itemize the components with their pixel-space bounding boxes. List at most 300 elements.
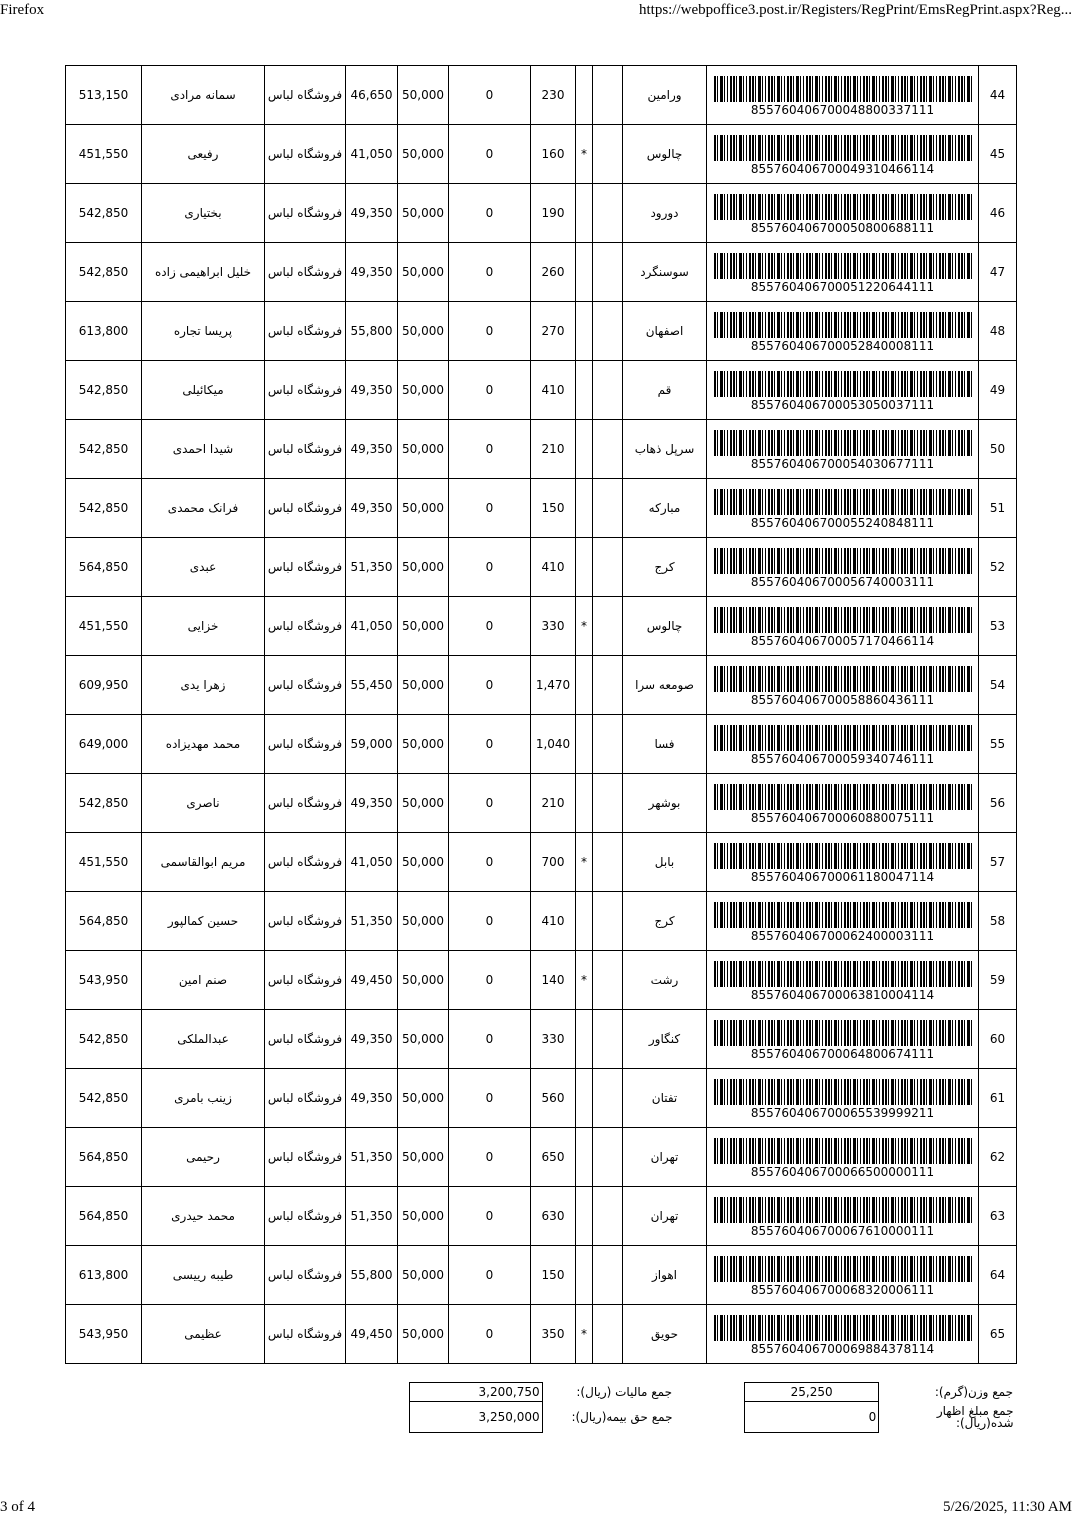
name-cell: رحیمی: [142, 1128, 265, 1187]
name-cell: حسین کمالپور: [142, 892, 265, 951]
empty-cell: [593, 597, 623, 656]
total-cell: 564,850: [66, 892, 142, 951]
empty-cell: [593, 479, 623, 538]
index-cell: 51: [979, 479, 1017, 538]
city-cell: چالوس: [623, 597, 707, 656]
barcode-cell: [707, 597, 979, 656]
shop-cell: فروشگاه لباس: [265, 125, 346, 184]
barcode-number: 855760406700048800337111: [750, 103, 935, 117]
name-cell: محمد مهدیزاده: [142, 715, 265, 774]
empty-cell: [593, 302, 623, 361]
barcode-cell: [707, 656, 979, 715]
star-cell: *: [576, 1305, 593, 1364]
weight-cell: 330: [531, 1010, 576, 1069]
shop-cell: فروشگاه لباس: [265, 1128, 346, 1187]
total-cell: 613,800: [66, 302, 142, 361]
table-row: [66, 66, 1017, 125]
total-insurance-value: 3,250,000: [410, 1402, 543, 1433]
city-cell: مبارکه: [623, 479, 707, 538]
barcode-number: 855760406700051220644111: [750, 280, 935, 294]
index-cell: 54: [979, 656, 1017, 715]
empty-cell: [593, 892, 623, 951]
index-cell: 52: [979, 538, 1017, 597]
barcode-cell: [707, 715, 979, 774]
tax-cell: 46,650: [346, 66, 398, 125]
total-cell: 542,850: [66, 184, 142, 243]
declared-cell: 0: [449, 656, 531, 715]
table-row: [66, 715, 1017, 774]
table-row: [66, 1305, 1017, 1364]
barcode-icon: [714, 1138, 972, 1164]
shop-cell: فروشگاه لباس: [265, 1246, 346, 1305]
index-cell: 46: [979, 184, 1017, 243]
barcode-number: 855760406700063810004114: [750, 988, 935, 1002]
table-row: [66, 243, 1017, 302]
insurance-cell: 50,000: [398, 597, 449, 656]
table-row: [66, 656, 1017, 715]
barcode-cell: [707, 420, 979, 479]
barcode-cell: [707, 951, 979, 1010]
city-cell: بابل: [623, 833, 707, 892]
star-cell: [576, 302, 593, 361]
tax-cell: 49,350: [346, 1069, 398, 1128]
name-cell: سمانه مرادی: [142, 66, 265, 125]
star-cell: [576, 1246, 593, 1305]
total-tax-value: 3,200,750: [410, 1383, 543, 1402]
barcode-cell: [707, 243, 979, 302]
star-cell: [576, 656, 593, 715]
total-cell: 564,850: [66, 1187, 142, 1246]
tax-cell: 49,350: [346, 243, 398, 302]
table-row: [66, 833, 1017, 892]
barcode-number: 855760406700068320006111: [750, 1283, 935, 1297]
tax-cell: 49,350: [346, 184, 398, 243]
insurance-cell: 50,000: [398, 833, 449, 892]
name-cell: صنم امین: [142, 951, 265, 1010]
shop-cell: فروشگاه لباس: [265, 1010, 346, 1069]
star-cell: [576, 892, 593, 951]
tax-cell: 49,450: [346, 951, 398, 1010]
name-cell: پریسا تجاره: [142, 302, 265, 361]
barcode-cell: [707, 125, 979, 184]
barcode-cell: [707, 1187, 979, 1246]
city-cell: اصفهان: [623, 302, 707, 361]
tax-cell: 49,350: [346, 479, 398, 538]
total-cell: 543,950: [66, 1305, 142, 1364]
insurance-cell: 50,000: [398, 184, 449, 243]
weight-cell: 410: [531, 892, 576, 951]
name-cell: رفیعی: [142, 125, 265, 184]
city-cell: صومعه سرا: [623, 656, 707, 715]
table-row: [66, 538, 1017, 597]
tax-cell: 49,350: [346, 774, 398, 833]
city-cell: سوسنگرد: [623, 243, 707, 302]
barcode-cell: [707, 1305, 979, 1364]
barcode-cell: [707, 892, 979, 951]
city-cell: اهواز: [623, 1246, 707, 1305]
tax-cell: 55,800: [346, 1246, 398, 1305]
star-cell: [576, 243, 593, 302]
weight-cell: 150: [531, 1246, 576, 1305]
shop-cell: فروشگاه لباس: [265, 66, 346, 125]
shop-cell: فروشگاه لباس: [265, 420, 346, 479]
total-cell: 513,150: [66, 66, 142, 125]
insurance-cell: 50,000: [398, 302, 449, 361]
shop-cell: فروشگاه لباس: [265, 361, 346, 420]
barcode-icon: [714, 430, 972, 456]
index-cell: 55: [979, 715, 1017, 774]
shop-cell: فروشگاه لباس: [265, 656, 346, 715]
declared-cell: 0: [449, 66, 531, 125]
star-cell: [576, 538, 593, 597]
total-cell: 564,850: [66, 1128, 142, 1187]
tax-cell: 59,000: [346, 715, 398, 774]
barcode-icon: [714, 1315, 972, 1341]
empty-cell: [593, 125, 623, 184]
shop-cell: فروشگاه لباس: [265, 597, 346, 656]
insurance-cell: 50,000: [398, 951, 449, 1010]
barcode-number: 855760406700062400003111: [750, 929, 935, 943]
insurance-cell: 50,000: [398, 1010, 449, 1069]
barcode-number: 855760406700061180047114: [750, 870, 935, 884]
empty-cell: [593, 951, 623, 1010]
empty-cell: [593, 1187, 623, 1246]
index-cell: 63: [979, 1187, 1017, 1246]
index-cell: 56: [979, 774, 1017, 833]
weight-cell: 1,470: [531, 656, 576, 715]
declared-cell: 0: [449, 538, 531, 597]
barcode-number: 855760406700056740003111: [750, 575, 935, 589]
total-cell: 542,850: [66, 1010, 142, 1069]
barcode-cell: [707, 1010, 979, 1069]
weight-cell: 1,040: [531, 715, 576, 774]
total-cell: 542,850: [66, 1069, 142, 1128]
barcode-cell: [707, 774, 979, 833]
index-cell: 59: [979, 951, 1017, 1010]
declared-cell: 0: [449, 1305, 531, 1364]
print-datetime: 5/26/2025, 11:30 AM: [942, 1499, 1072, 1515]
city-cell: چالوس: [623, 125, 707, 184]
total-cell: 542,850: [66, 774, 142, 833]
weight-cell: 160: [531, 125, 576, 184]
barcode-icon: [714, 548, 972, 574]
total-cell: 542,850: [66, 243, 142, 302]
star-cell: [576, 66, 593, 125]
city-cell: ورامین: [623, 66, 707, 125]
city-cell: کرج: [623, 892, 707, 951]
tax-cell: 51,350: [346, 538, 398, 597]
table-row: [66, 361, 1017, 420]
barcode-cell: [707, 361, 979, 420]
name-cell: میکائیلی: [142, 361, 265, 420]
name-cell: عبدی: [142, 538, 265, 597]
index-cell: 61: [979, 1069, 1017, 1128]
barcode-number: 855760406700053050037111: [750, 398, 935, 412]
tax-cell: 49,350: [346, 1010, 398, 1069]
city-cell: کنگاور: [623, 1010, 707, 1069]
browser-name: Firefox: [0, 2, 45, 18]
index-cell: 45: [979, 125, 1017, 184]
table-row: [66, 420, 1017, 479]
empty-cell: [593, 774, 623, 833]
barcode-number: 855760406700065539999211: [750, 1106, 935, 1120]
star-cell: *: [576, 125, 593, 184]
total-cell: 542,850: [66, 420, 142, 479]
shop-cell: فروشگاه لباس: [265, 892, 346, 951]
city-cell: قم: [623, 361, 707, 420]
table-row: [66, 892, 1017, 951]
empty-cell: [593, 833, 623, 892]
name-cell: خزایی: [142, 597, 265, 656]
total-cell: 542,850: [66, 479, 142, 538]
table-body: [66, 66, 1017, 1364]
insurance-cell: 50,000: [398, 420, 449, 479]
barcode-number: 855760406700059340746111: [750, 752, 935, 766]
city-cell: حویق: [623, 1305, 707, 1364]
barcode-icon: [714, 253, 972, 279]
weight-cell: 190: [531, 184, 576, 243]
empty-cell: [593, 184, 623, 243]
insurance-cell: 50,000: [398, 1187, 449, 1246]
star-cell: [576, 1128, 593, 1187]
declared-cell: 0: [449, 243, 531, 302]
barcode-icon: [714, 902, 972, 928]
barcode-cell: [707, 66, 979, 125]
barcode-icon: [714, 1256, 972, 1282]
tax-cell: 41,050: [346, 597, 398, 656]
index-cell: 49: [979, 361, 1017, 420]
tax-cell: 51,350: [346, 1187, 398, 1246]
barcode-icon: [714, 961, 972, 987]
empty-cell: [593, 66, 623, 125]
name-cell: محمد حیدری: [142, 1187, 265, 1246]
shop-cell: فروشگاه لباس: [265, 715, 346, 774]
index-cell: 64: [979, 1246, 1017, 1305]
barcode-icon: [714, 489, 972, 515]
shop-cell: فروشگاه لباس: [265, 479, 346, 538]
total-declared-label: جمع مبلغ اظهار شده(ریال):: [936, 1404, 1014, 1430]
table-row: [66, 951, 1017, 1010]
page-number: 3 of 4: [0, 1499, 35, 1515]
table-row: [66, 774, 1017, 833]
total-declared-value: 0: [745, 1402, 879, 1433]
weight-cell: 230: [531, 66, 576, 125]
declared-cell: 0: [449, 1128, 531, 1187]
weight-cell: 150: [531, 479, 576, 538]
barcode-icon: [714, 725, 972, 751]
table-row: [66, 1010, 1017, 1069]
tax-summary: [409, 1382, 675, 1433]
star-cell: [576, 1010, 593, 1069]
declared-cell: 0: [449, 951, 531, 1010]
print-footer: [0, 1499, 1080, 1523]
tax-cell: 55,450: [346, 656, 398, 715]
city-cell: دورود: [623, 184, 707, 243]
declared-cell: 0: [449, 1187, 531, 1246]
tax-cell: 49,350: [346, 420, 398, 479]
index-cell: 47: [979, 243, 1017, 302]
insurance-cell: 50,000: [398, 656, 449, 715]
barcode-icon: [714, 371, 972, 397]
total-cell: 451,550: [66, 125, 142, 184]
barcode-icon: [714, 76, 972, 102]
index-cell: 62: [979, 1128, 1017, 1187]
insurance-cell: 50,000: [398, 538, 449, 597]
index-cell: 60: [979, 1010, 1017, 1069]
city-cell: تهران: [623, 1128, 707, 1187]
name-cell: عبدالملکی: [142, 1010, 265, 1069]
total-insurance-label: جمع حق بیمه(ریال):: [571, 1410, 673, 1424]
empty-cell: [593, 1010, 623, 1069]
barcode-icon: [714, 312, 972, 338]
name-cell: عظیمی: [142, 1305, 265, 1364]
shop-cell: فروشگاه لباس: [265, 1187, 346, 1246]
barcode-icon: [714, 1020, 972, 1046]
declared-cell: 0: [449, 1069, 531, 1128]
declared-cell: 0: [449, 1010, 531, 1069]
weight-cell: 630: [531, 1187, 576, 1246]
star-cell: [576, 715, 593, 774]
tax-cell: 41,050: [346, 125, 398, 184]
barcode-number: 855760406700064800674111: [750, 1047, 935, 1061]
shop-cell: فروشگاه لباس: [265, 833, 346, 892]
insurance-cell: 50,000: [398, 1305, 449, 1364]
empty-cell: [593, 361, 623, 420]
declared-cell: 0: [449, 125, 531, 184]
total-cell: 451,550: [66, 833, 142, 892]
tax-cell: 51,350: [346, 1128, 398, 1187]
total-cell: 613,800: [66, 1246, 142, 1305]
insurance-cell: 50,000: [398, 715, 449, 774]
weight-cell: 260: [531, 243, 576, 302]
star-cell: *: [576, 951, 593, 1010]
insurance-cell: 50,000: [398, 1128, 449, 1187]
weight-cell: 700: [531, 833, 576, 892]
table-row: [66, 1069, 1017, 1128]
total-cell: 564,850: [66, 538, 142, 597]
barcode-number: 855760406700069884378114: [750, 1342, 935, 1356]
index-cell: 44: [979, 66, 1017, 125]
declared-cell: 0: [449, 892, 531, 951]
barcode-cell: [707, 184, 979, 243]
barcode-icon: [714, 784, 972, 810]
index-cell: 57: [979, 833, 1017, 892]
declared-cell: 0: [449, 361, 531, 420]
weight-cell: 560: [531, 1069, 576, 1128]
insurance-cell: 50,000: [398, 125, 449, 184]
insurance-cell: 50,000: [398, 774, 449, 833]
barcode-number: 855760406700067610000111: [750, 1224, 935, 1238]
declared-cell: 0: [449, 479, 531, 538]
barcode-icon: [714, 666, 972, 692]
star-cell: [576, 1069, 593, 1128]
city-cell: فسا: [623, 715, 707, 774]
weight-cell: 350: [531, 1305, 576, 1364]
barcode-icon: [714, 194, 972, 220]
shipments-table: [65, 65, 1017, 1364]
weight-cell: 270: [531, 302, 576, 361]
name-cell: بختیاری: [142, 184, 265, 243]
print-header: [0, 2, 1080, 26]
barcode-number: 855760406700058860436111: [750, 693, 935, 707]
barcode-number: 855760406700057170466114: [750, 634, 935, 648]
total-cell: 649,000: [66, 715, 142, 774]
insurance-cell: 50,000: [398, 1246, 449, 1305]
weight-cell: 330: [531, 597, 576, 656]
shop-cell: فروشگاه لباس: [265, 243, 346, 302]
insurance-cell: 50,000: [398, 892, 449, 951]
barcode-cell: [707, 1246, 979, 1305]
shop-cell: فروشگاه لباس: [265, 184, 346, 243]
tax-cell: 51,350: [346, 892, 398, 951]
barcode-number: 855760406700060880075111: [750, 811, 935, 825]
star-cell: [576, 184, 593, 243]
barcode-cell: [707, 833, 979, 892]
table-row: [66, 597, 1017, 656]
barcode-number: 855760406700050800688111: [750, 221, 935, 235]
city-cell: بوشهر: [623, 774, 707, 833]
index-cell: 65: [979, 1305, 1017, 1364]
barcode-icon: [714, 843, 972, 869]
empty-cell: [593, 1069, 623, 1128]
shop-cell: فروشگاه لباس: [265, 302, 346, 361]
barcode-icon: [714, 1197, 972, 1223]
total-tax-label: جمع مالیات (ریال):: [576, 1385, 672, 1399]
page-url: https://webpoffice3.post.ir/Registers/RegPrint/EmsRegPrint.aspx?Reg...: [638, 2, 1072, 18]
declared-cell: 0: [449, 597, 531, 656]
weight-cell: 410: [531, 361, 576, 420]
declared-cell: 0: [449, 774, 531, 833]
table-row: [66, 125, 1017, 184]
shop-cell: فروشگاه لباس: [265, 951, 346, 1010]
empty-cell: [593, 715, 623, 774]
name-cell: فرانک محمدی: [142, 479, 265, 538]
city-cell: کرج: [623, 538, 707, 597]
weight-cell: 410: [531, 538, 576, 597]
name-cell: خلیل ابراهیمی زاده: [142, 243, 265, 302]
empty-cell: [593, 1128, 623, 1187]
barcode-cell: [707, 1128, 979, 1187]
star-cell: [576, 479, 593, 538]
empty-cell: [593, 1305, 623, 1364]
declared-cell: 0: [449, 1246, 531, 1305]
name-cell: ناصری: [142, 774, 265, 833]
weight-summary: [744, 1382, 1016, 1433]
insurance-cell: 50,000: [398, 1069, 449, 1128]
declared-cell: 0: [449, 302, 531, 361]
total-weight-value: 25,250: [745, 1383, 879, 1402]
index-cell: 50: [979, 420, 1017, 479]
index-cell: 53: [979, 597, 1017, 656]
shop-cell: فروشگاه لباس: [265, 1305, 346, 1364]
total-cell: 609,950: [66, 656, 142, 715]
total-weight-label: جمع وزن(گرم):: [934, 1385, 1013, 1399]
name-cell: زینب بامری: [142, 1069, 265, 1128]
table-row: [66, 184, 1017, 243]
empty-cell: [593, 420, 623, 479]
declared-cell: 0: [449, 420, 531, 479]
star-cell: [576, 361, 593, 420]
index-cell: 58: [979, 892, 1017, 951]
name-cell: زهرا یدی: [142, 656, 265, 715]
shop-cell: فروشگاه لباس: [265, 774, 346, 833]
star-cell: *: [576, 597, 593, 656]
tax-cell: 49,450: [346, 1305, 398, 1364]
barcode-cell: [707, 1069, 979, 1128]
barcode-cell: [707, 302, 979, 361]
insurance-cell: 50,000: [398, 243, 449, 302]
tax-cell: 55,800: [346, 302, 398, 361]
